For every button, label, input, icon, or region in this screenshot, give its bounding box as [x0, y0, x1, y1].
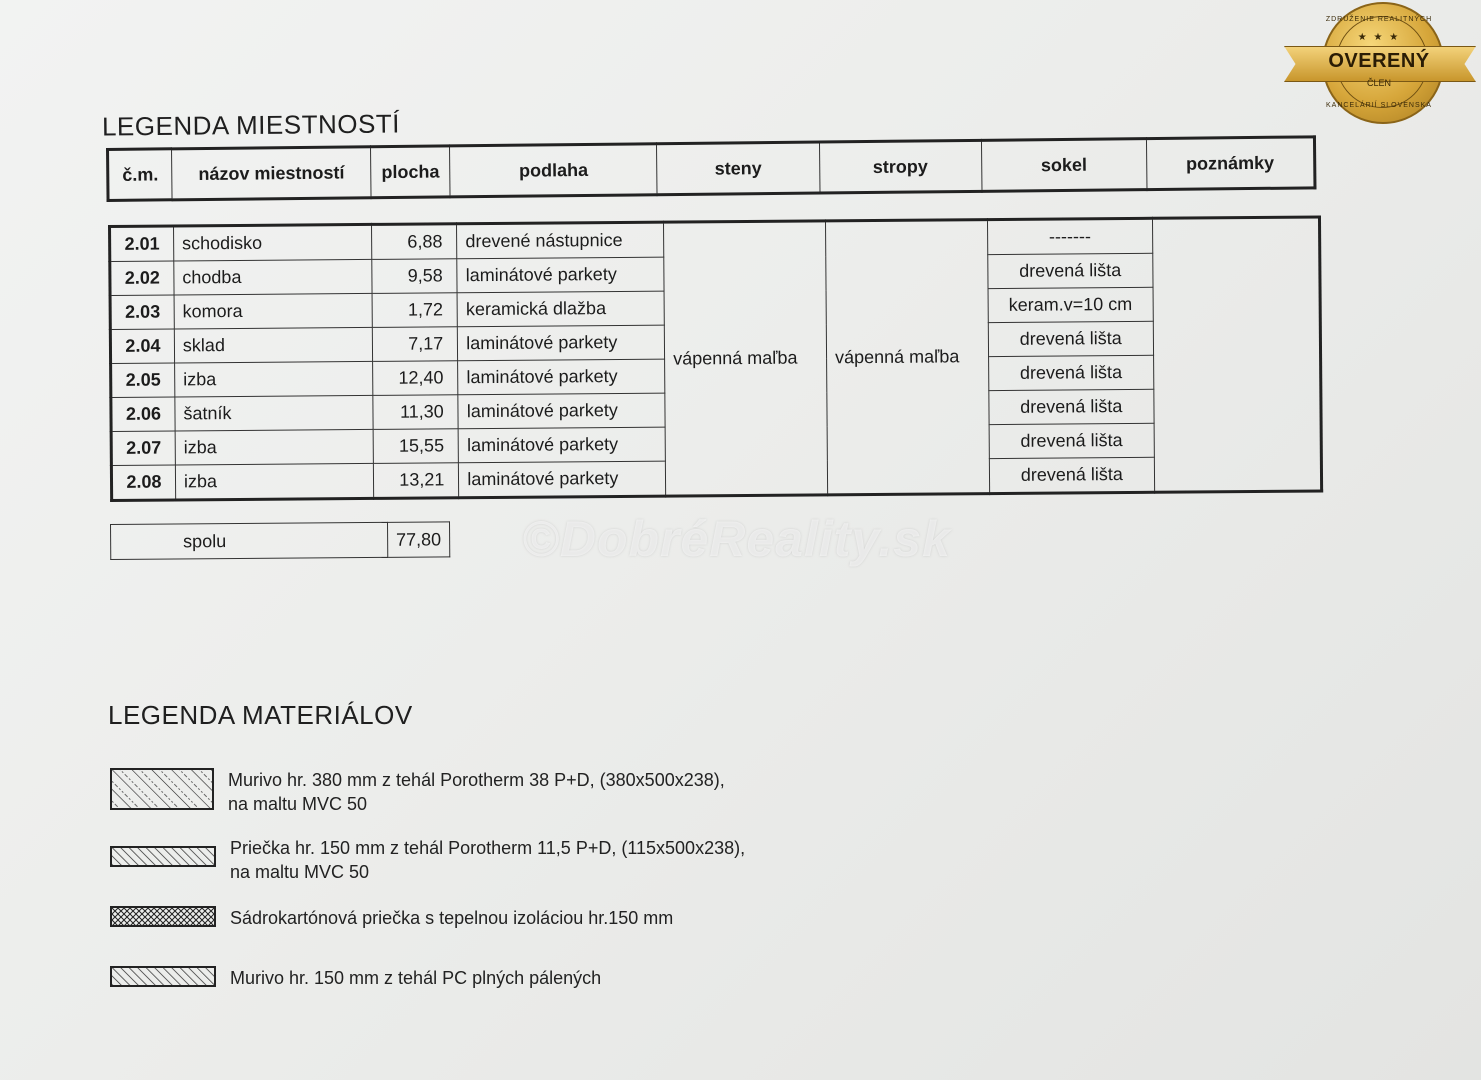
room-floor: laminátové parkety: [458, 325, 665, 361]
room-number: 2.02: [110, 261, 174, 296]
cross-hatch-swatch: [110, 906, 216, 927]
badge-ring-bottom: KANCELÁRIÍ SLOVENSKA: [1326, 102, 1432, 109]
room-sokel: drevená lišta: [988, 355, 1153, 390]
badge-sublabel: ČLEN: [1366, 78, 1391, 88]
material-item: [110, 906, 673, 930]
badge-label: OVERENÝ: [1328, 50, 1430, 72]
total-area: 77,80: [387, 522, 449, 557]
materials-legend-title: LEGENDA MATERIÁLOV: [108, 700, 413, 730]
diagonal-hatch-swatch: [110, 846, 216, 867]
room-area: 9,58: [372, 259, 457, 294]
material-item: [110, 836, 745, 884]
column-header-area: plocha: [371, 146, 451, 198]
material-line1: Priečka hr. 150 mm z tehál Porotherm 11,5 P+D, (115x500x238),: [230, 838, 746, 858]
column-header-name: názov miestností: [172, 147, 372, 200]
material-line1: Sádrokartónová priečka s tepelnou izoláciou hr.150 mm: [230, 908, 674, 928]
room-sokel: -------: [987, 218, 1152, 254]
room-notes: [1152, 217, 1321, 492]
room-number: 2.03: [110, 295, 174, 330]
walls-finish: vápenná maľba: [664, 221, 828, 496]
room-name: šatník: [175, 395, 374, 431]
room-name: izba: [175, 429, 374, 465]
room-area: 13,21: [374, 463, 459, 499]
room-number: 2.07: [111, 431, 175, 466]
room-name: schodisko: [173, 224, 372, 261]
room-sokel: drevená lišta: [988, 321, 1153, 356]
room-floor: laminátové parkety: [458, 359, 665, 395]
rooms-table: [108, 215, 1323, 502]
badge-ring-top: ZDRUŽENIE REALITNÝCH: [1325, 16, 1433, 23]
column-header-walls: steny: [657, 142, 820, 195]
room-floor: drevené nástupnice: [457, 222, 664, 259]
badge-stars-icon: ★ ★ ★: [1357, 32, 1401, 43]
total-row: [111, 522, 450, 560]
material-item: [110, 966, 601, 990]
room-floor: laminátové parkety: [459, 461, 666, 498]
room-sokel: drevená lišta: [989, 457, 1154, 493]
room-area: 1,72: [372, 293, 457, 328]
rooms-legend-title: LEGENDA MIESTNOSTÍ: [101, 108, 401, 142]
room-number: 2.01: [110, 226, 174, 262]
room-floor: laminátové parkety: [457, 257, 664, 293]
room-floor: laminátové parkety: [458, 427, 665, 463]
room-area: 11,30: [373, 395, 458, 430]
room-floor: keramická dlažba: [457, 291, 664, 327]
material-line1: Murivo hr. 380 mm z tehál Porotherm 38 P+D, (380x500x238),: [228, 770, 725, 790]
verified-member-badge: [1284, 2, 1474, 130]
rooms-total-table: [110, 521, 450, 560]
room-number: 2.05: [111, 363, 175, 398]
room-name: komora: [174, 293, 373, 329]
room-area: 15,55: [374, 429, 459, 464]
room-area: 6,88: [372, 224, 457, 260]
room-area: 12,40: [373, 361, 458, 396]
column-header-floor: podlaha: [450, 144, 658, 197]
material-line1: Murivo hr. 150 mm z tehál PC plných pálených: [230, 968, 602, 988]
column-header-notes: poznámky: [1146, 137, 1315, 190]
room-sokel: drevená lišta: [988, 253, 1153, 288]
watermark: ©DobréReality.sk: [522, 511, 951, 567]
column-header-number: č.m.: [122, 163, 159, 185]
wide-diagonal-hatch-swatch: [110, 768, 214, 810]
room-sokel: drevená lišta: [989, 389, 1154, 424]
column-header-ceilings: stropy: [819, 140, 982, 193]
ceilings-finish: vápenná maľba: [825, 220, 989, 495]
room-name: izba: [175, 463, 374, 500]
room-area: 7,17: [373, 327, 458, 362]
room-name: chodba: [174, 259, 373, 295]
total-label: spolu: [111, 522, 388, 559]
room-number: 2.04: [110, 329, 174, 364]
room-floor: laminátové parkety: [458, 393, 665, 429]
material-line2: na maltu MVC 50: [228, 794, 368, 814]
material-line2: na maltu MVC 50: [230, 862, 370, 882]
room-sokel: keram.v=10 cm: [988, 287, 1153, 322]
diagonal-hatch-swatch: [110, 966, 216, 987]
room-number: 2.08: [111, 465, 175, 501]
room-name: sklad: [174, 327, 373, 363]
room-sokel: drevená lišta: [989, 423, 1154, 458]
rooms-header-table: [106, 135, 1316, 202]
room-name: izba: [175, 361, 374, 397]
material-item: [110, 768, 725, 816]
room-number: 2.06: [111, 397, 175, 432]
column-header-sokel: sokel: [981, 139, 1147, 192]
